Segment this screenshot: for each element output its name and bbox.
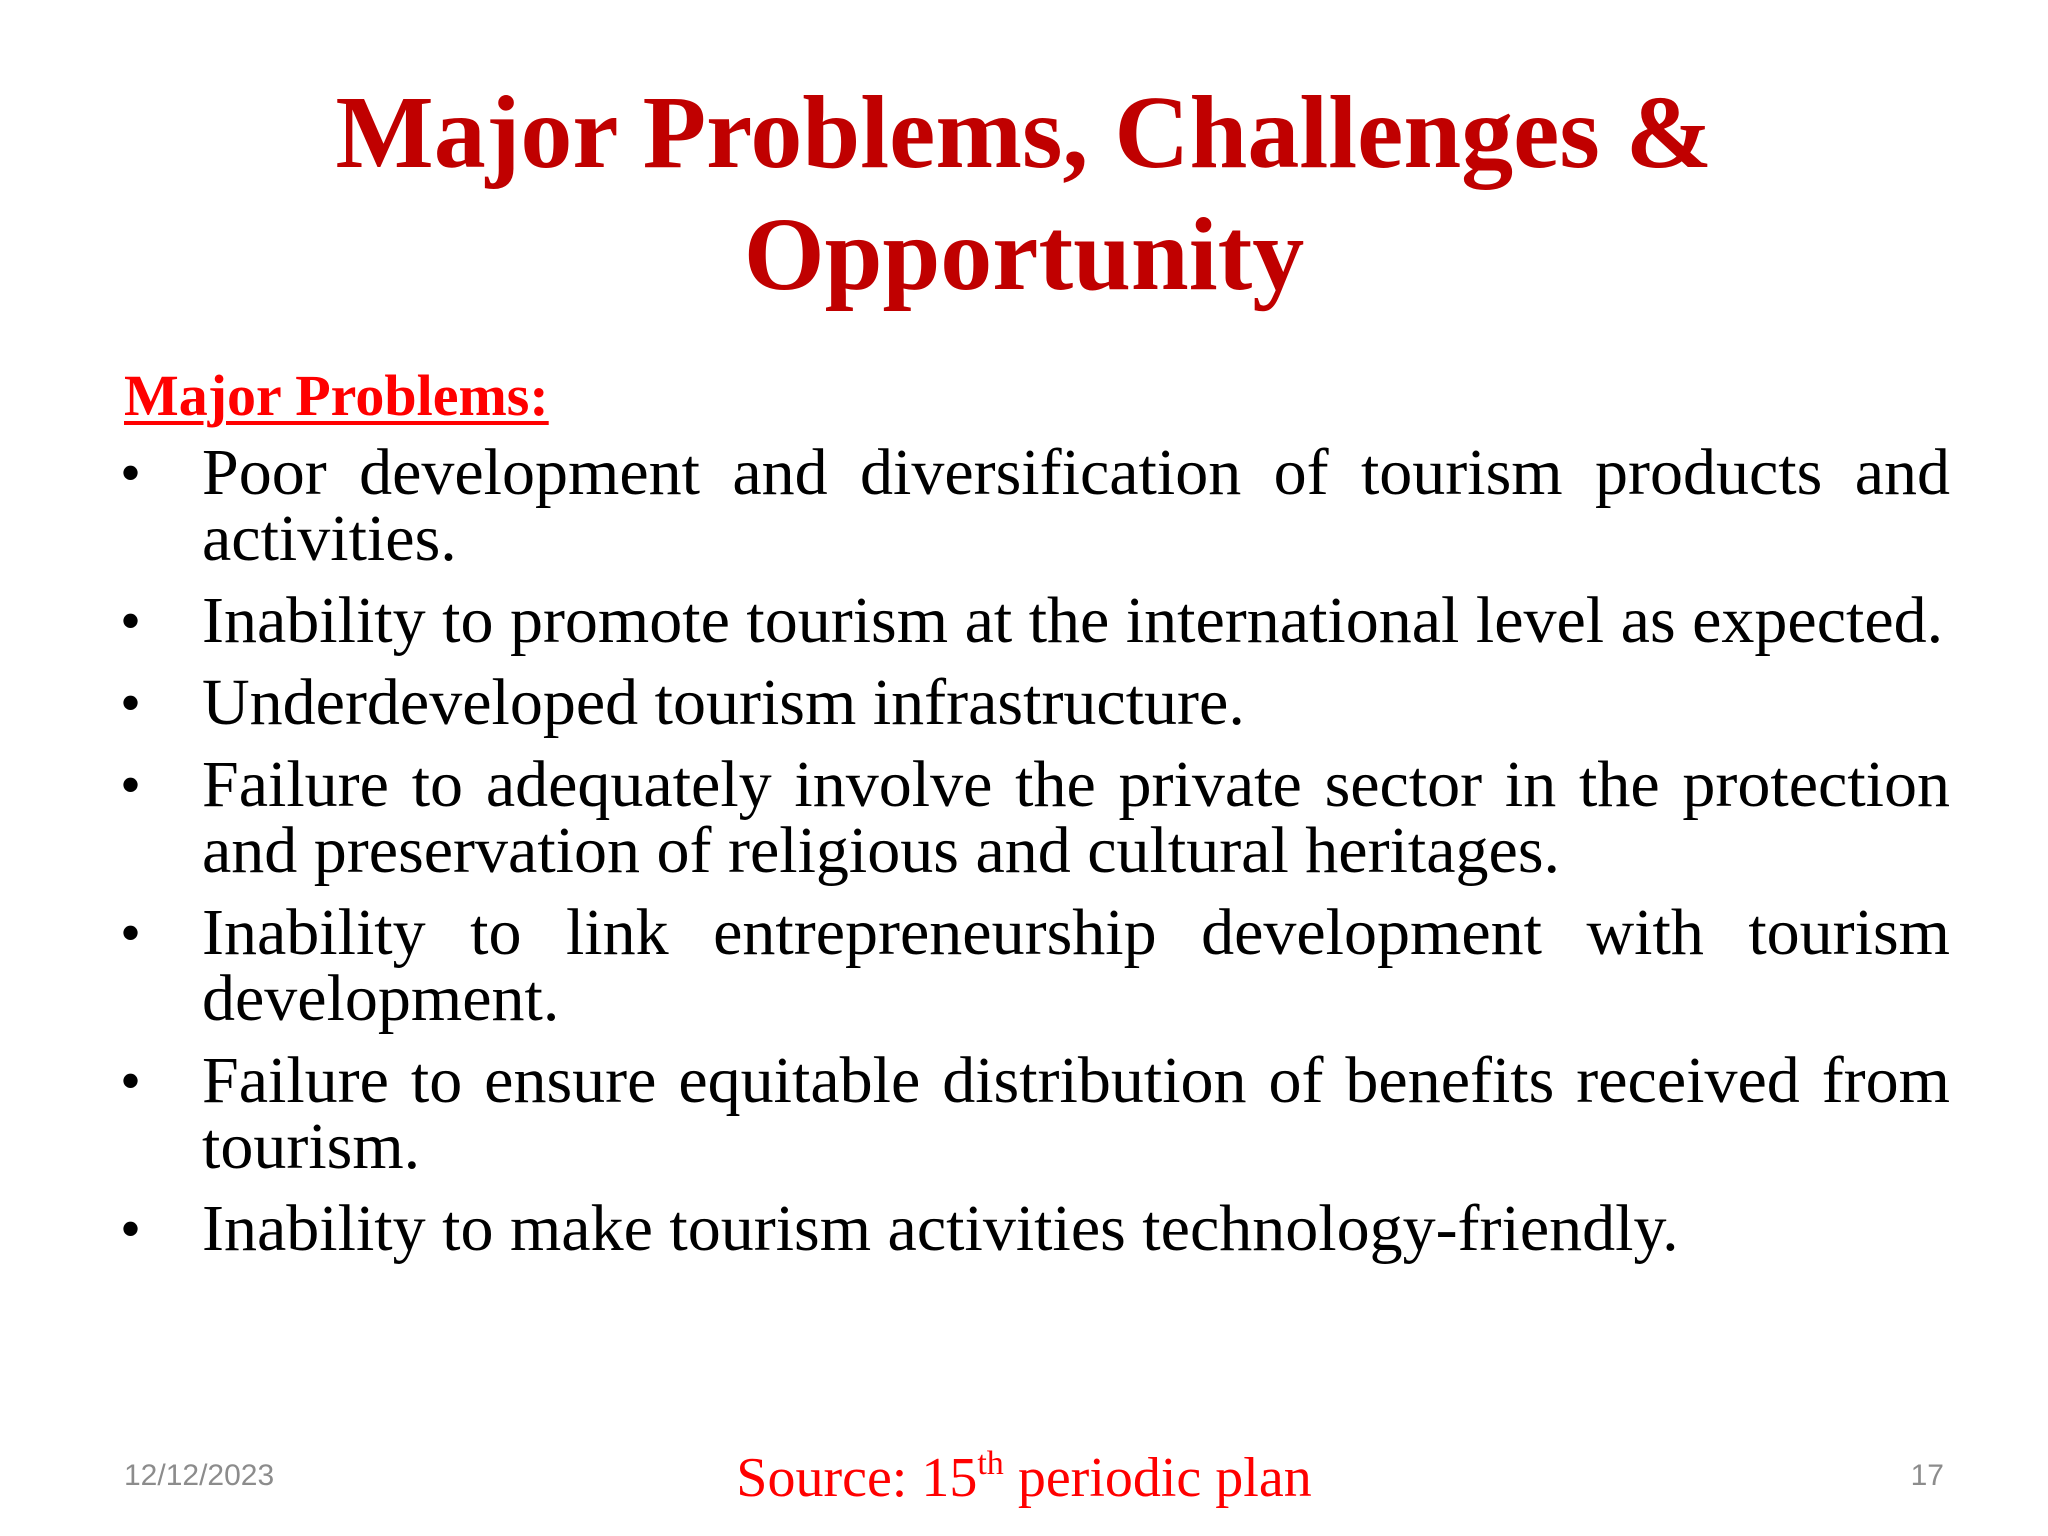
bullet-icon: •: [120, 900, 142, 966]
bullet-text: Failure to adequately involve the private sector in the protection and preservation of religious and cultural heritages.: [202, 748, 1950, 887]
slide-page-number: 17: [1910, 1459, 1944, 1492]
footer-date: 12/12/2023: [124, 1459, 275, 1492]
bullet-icon: •: [120, 1196, 142, 1262]
bullet-icon: •: [120, 670, 142, 736]
footer-source: [600, 1446, 1448, 1510]
bullet-icon: •: [120, 1048, 142, 1114]
section-heading-major-problems: Major Problems:: [124, 363, 549, 428]
bullet-item: [112, 666, 1950, 739]
bullet-text: Inability to promote tourism at the international level as expected.: [202, 584, 1944, 657]
bullet-item: [112, 436, 1950, 575]
slide-title-line-1: Major Problems, Challenges &: [335, 75, 1713, 190]
bullet-text: Inability to link entrepreneurship development with tourism development.: [202, 896, 1950, 1035]
bullet-item: [112, 1192, 1950, 1265]
slide-title: [200, 72, 1848, 316]
bullet-icon: •: [120, 588, 142, 654]
source-prefix: Source: 15: [736, 1447, 978, 1509]
bullet-text: Underdeveloped tourism infrastructure.: [202, 666, 1245, 739]
bullet-text: Poor development and diversification of tourism products and activities.: [202, 436, 1950, 575]
bullet-item: [112, 1044, 1950, 1183]
slide-title-line-2: Opportunity: [743, 197, 1305, 312]
problems-bullet-list: [112, 436, 1950, 1278]
bullet-text: Inability to make tourism activities technology-friendly.: [202, 1192, 1679, 1265]
source-suffix: periodic plan: [1003, 1447, 1312, 1509]
source-superscript: th: [977, 1445, 1004, 1482]
bullet-item: [112, 584, 1950, 657]
bullet-text: Failure to ensure equitable distribution of benefits received from tourism.: [202, 1044, 1950, 1183]
bullet-icon: •: [120, 440, 142, 506]
bullet-item: [112, 748, 1950, 887]
bullet-icon: •: [120, 752, 142, 818]
bullet-item: [112, 896, 1950, 1035]
